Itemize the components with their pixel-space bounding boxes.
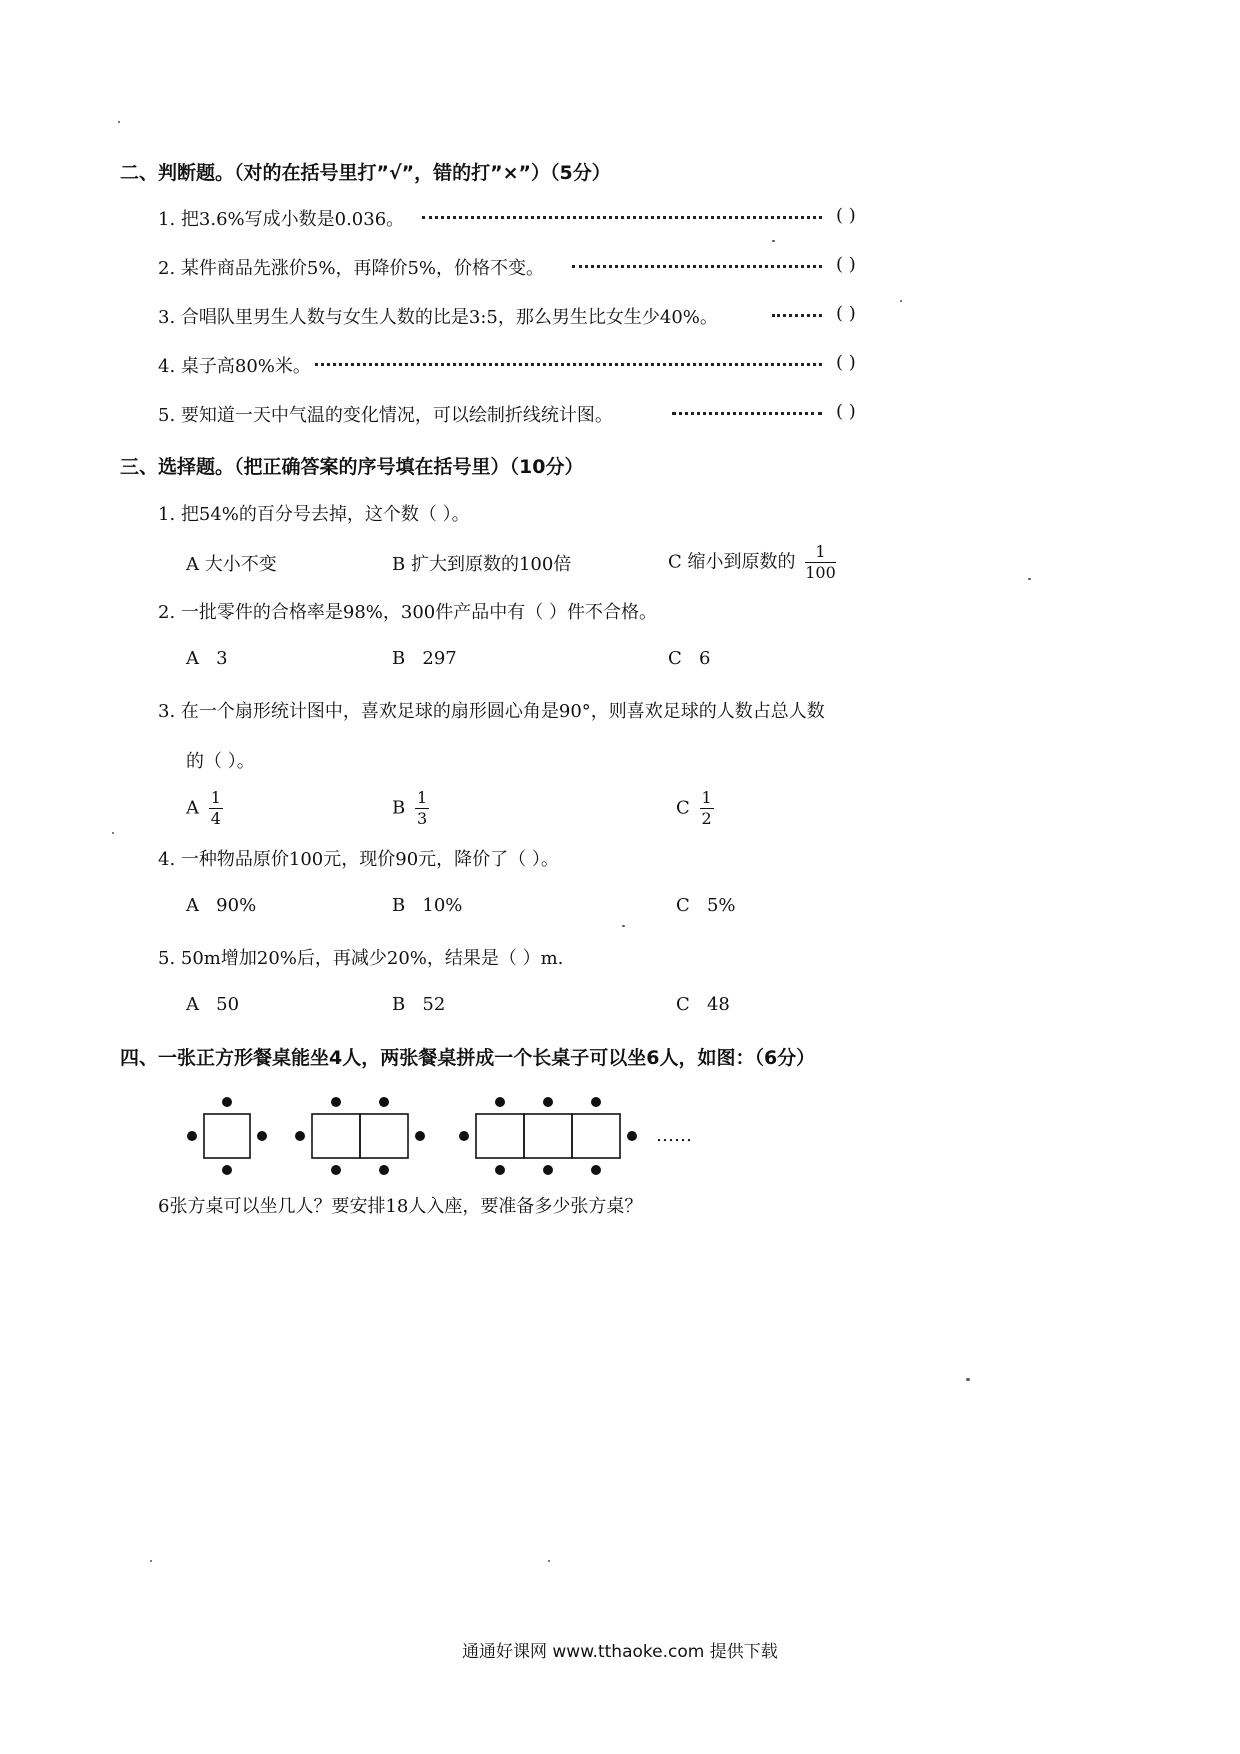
scan-speck xyxy=(118,121,120,123)
word-problem-question: 6张方桌可以坐几人？要安排18人入座，要准备多少张方桌？ xyxy=(158,1196,643,1217)
table-seating-diagram xyxy=(180,1090,720,1180)
option-5a[interactable]: A 50 xyxy=(186,994,240,1015)
scan-speck xyxy=(112,832,114,834)
section2-heading: 二、判断题。（对的在括号里打”√”，错的打”×”）（5分） xyxy=(120,162,611,184)
dotted-leader xyxy=(315,363,822,366)
choice-question-1: 1. 把54%的百分号去掉，这个数（ ）。 xyxy=(158,504,470,525)
dotted-leader xyxy=(772,314,822,317)
three-tables-figure xyxy=(459,1097,637,1175)
scan-speck xyxy=(622,925,625,927)
dotted-leader xyxy=(572,265,822,268)
diagram-ellipsis: …… xyxy=(656,1125,692,1146)
answer-bracket-3[interactable]: ( ) xyxy=(836,303,856,324)
option-2c[interactable]: C 6 xyxy=(668,648,711,669)
scan-speck xyxy=(900,300,902,302)
answer-bracket-1[interactable]: ( ) xyxy=(836,205,856,226)
judge-item-4: 4. 桌子高80%米。 xyxy=(158,356,311,377)
choice-question-3: 3. 在一个扇形统计图中，喜欢足球的扇形圆心角是90°，则喜欢足球的人数占总人数 xyxy=(158,701,825,722)
choice-question-4: 4. 一种物品原价100元，现价90元，降价了（ ）。 xyxy=(158,849,559,870)
answer-bracket-4[interactable]: ( ) xyxy=(836,352,856,373)
dotted-leader xyxy=(672,412,822,415)
option-1a[interactable]: A 大小不变 xyxy=(186,554,277,575)
option-1c[interactable]: C 缩小到原数的 $\frac{1}{100}$ xyxy=(668,542,836,582)
choice-question-5: 5. 50m增加20%后，再减少20%，结果是（ ）m. xyxy=(158,948,564,969)
fraction: $\frac{1}{2}$ xyxy=(701,788,712,828)
choice-question-3-cont: 的（ ）。 xyxy=(186,751,255,772)
judge-item-5: 5. 要知道一天中气温的变化情况，可以绘制折线统计图。 xyxy=(158,405,613,426)
option-4a[interactable]: A 90% xyxy=(186,895,257,916)
answer-bracket-5[interactable]: ( ) xyxy=(836,401,856,422)
option-4c[interactable]: C 5% xyxy=(676,895,736,916)
scan-speck xyxy=(1028,578,1031,580)
answer-bracket-2[interactable]: ( ) xyxy=(836,254,856,275)
option-4b[interactable]: B 10% xyxy=(392,895,463,916)
option-3a[interactable]: A $\frac{1}{4}$ xyxy=(186,788,221,828)
option-3b[interactable]: B $\frac{1}{3}$ xyxy=(392,788,428,828)
section4-heading: 四、一张正方形餐桌能坐4人，两张餐桌拼成一个长桌子可以坐6人，如图：（6分） xyxy=(120,1047,816,1069)
judge-item-2: 2. 某件商品先涨价5%，再降价5%，价格不变。 xyxy=(158,258,545,279)
footer-credit: 通通好课网 www.tthaoke.com 提供下载 xyxy=(462,1642,778,1662)
fraction: $\frac{1}{100}$ xyxy=(805,542,836,582)
choice-question-2: 2. 一批零件的合格率是98%，300件产品中有（ ）件不合格。 xyxy=(158,602,657,623)
fraction: $\frac{1}{4}$ xyxy=(210,788,221,828)
judge-item-1: 1. 把3.6%写成小数是0.036。 xyxy=(158,209,405,230)
scan-speck xyxy=(966,1378,970,1381)
dotted-leader xyxy=(422,216,822,219)
option-5c[interactable]: C 48 xyxy=(676,994,730,1015)
scan-speck xyxy=(548,1560,550,1562)
scan-speck xyxy=(150,1560,152,1562)
option-5b[interactable]: B 52 xyxy=(392,994,446,1015)
two-tables-figure xyxy=(295,1097,425,1175)
judge-item-3: 3. 合唱队里男生人数与女生人数的比是3:5，那么男生比女生少40%。 xyxy=(158,307,718,328)
scan-speck xyxy=(772,240,775,242)
option-1b[interactable]: B 扩大到原数的100倍 xyxy=(392,554,572,575)
one-table-figure xyxy=(187,1097,267,1175)
option-2a[interactable]: A 3 xyxy=(186,648,228,669)
section3-heading: 三、选择题。（把正确答案的序号填在括号里）（10分） xyxy=(120,456,584,478)
option-3c[interactable]: C $\frac{1}{2}$ xyxy=(676,788,712,828)
option-2b[interactable]: B 297 xyxy=(392,648,457,669)
fraction: $\frac{1}{3}$ xyxy=(416,788,428,828)
